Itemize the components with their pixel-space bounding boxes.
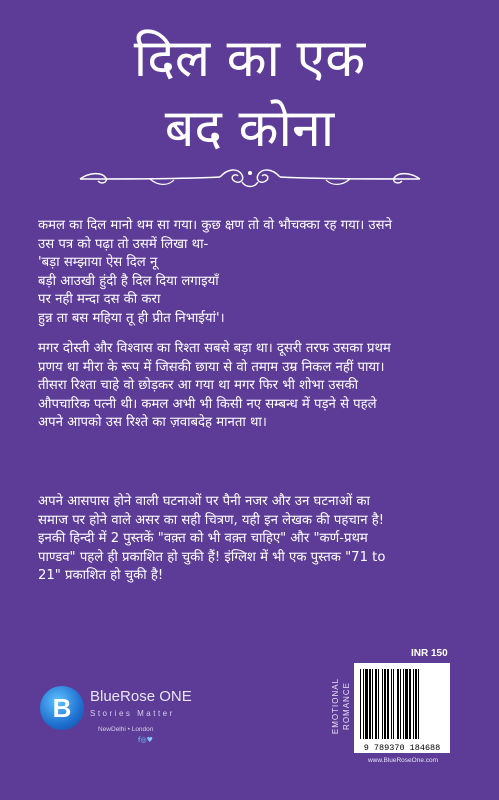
publisher-logo-letter: B <box>52 693 72 723</box>
barcode <box>354 663 450 743</box>
barcode-bars-icon <box>354 663 450 743</box>
publisher-tagline: Stories Matter <box>90 709 175 718</box>
publisher-website: www.BlueRoseOne.com <box>367 757 439 764</box>
title-line-2: बद कोना <box>164 99 335 159</box>
social-icons: f◎♥ <box>138 736 153 744</box>
ornament-divider-icon <box>70 164 430 194</box>
publisher-name: BlueRose ONE <box>90 688 192 705</box>
price-label: INR 150 <box>411 648 448 659</box>
blurb-paragraph-2: मगर दोस्ती और विश्वास का रिश्ता सबसे बड़ा था। दूसरी तरफ उसका प्रथम प्रणय था मीरा के रूप में जिसकी छाया से वो तमाम उम्र निकल नहीं पाया। तीसरा रिश्ता चाहे वो छोड़कर आ गया था मगर फिर भी शोभा उसकी औपचारिक पत्नी थी। कमल अभी भी किसी नए सम्बन्ध में पड़ने से पहले अपने आपको उस रिश्ते का ज़वाबदेह मानता था। <box>38 341 391 430</box>
barcode-digits: 9 789370 184688 <box>354 743 450 753</box>
title-line-1: दिल का एक <box>133 29 366 89</box>
genre-label <box>330 658 352 754</box>
author-paragraph: अपने आसपास होने वाली घटनाओं पर पैनी नजर और उन घटनाओं का समाज पर होने वाले असर का सही चित्रण, यही इन लेखक की पहचान है! इनकी हिन्दी में 2 पुस्तकें "वक़्त को भी वक़्त चाहिए" और "कर्ण-प्रथम पाण्डव" पहले ही प्रकाशित हो चुकी हैं! इंग्लिश में भी एक पुस्तक "71 to 21" प्रकाशित हो चुकी है! <box>38 494 386 583</box>
publisher-logo <box>40 682 270 752</box>
blurb-paragraph-1: कमल का दिल मानो थम सा गया। कुछ क्षण तो वो भौचक्का रह गया। उसने उस पत्र को पढ़ा तो उसमें लिखा था- 'बड़ा सम्झाया ऐस दिल नू बड़ी आउखी हुंदी है दिल दिया लगाइयाँ पर नही मन्दा दस की करा हुन्न ता बस महिया तू ही प्रीत निभाईयां'। <box>38 218 392 326</box>
publisher-cities: NewDelhi • London <box>98 726 154 733</box>
genre-text: EMOTIONAL ROMANCE <box>331 677 351 735</box>
